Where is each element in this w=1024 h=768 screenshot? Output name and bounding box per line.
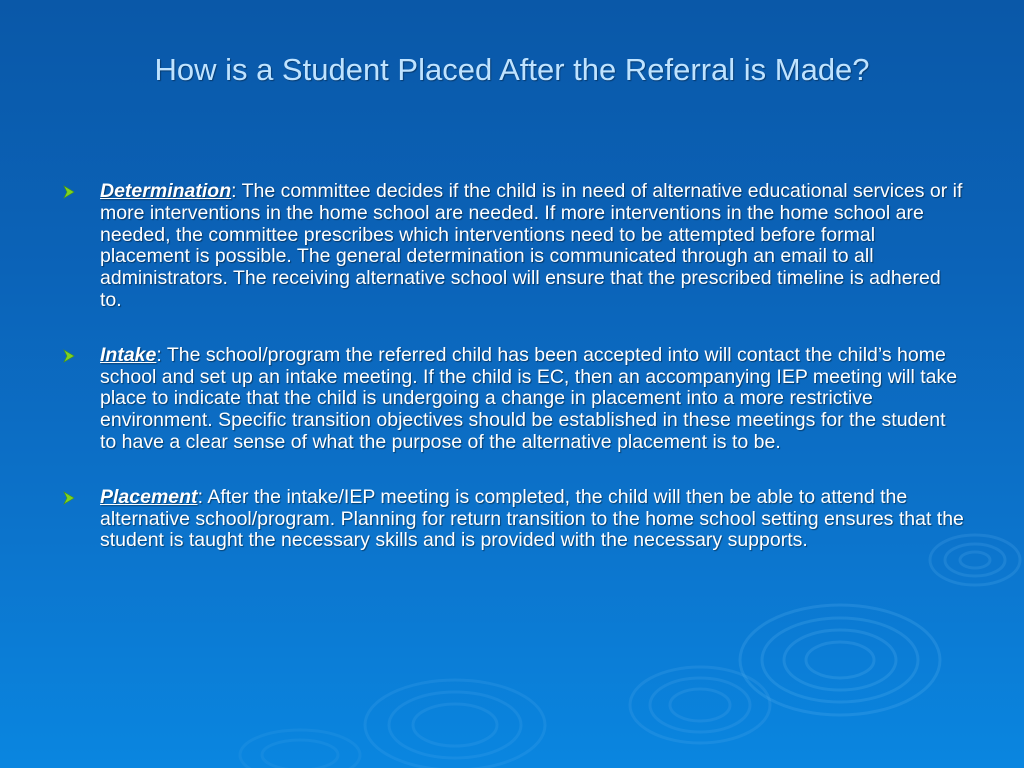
- bullet-term: Intake: [100, 343, 157, 366]
- bullet-list: [62, 181, 967, 585]
- bullet-term: Placement: [100, 485, 198, 508]
- bullet-determination: [62, 181, 967, 312]
- bullet-intake: [62, 345, 967, 454]
- bullet-text: : The committee decides if the child is in need of alternative educational services or if more interventions in the home school are needed. If more interventions in the home school are needed, the committee prescribes which interventions need to be attempted before formal placement is possible. The general determination is communicated through an email to all administrators. The receiving alternative school will ensure that the prescribed timeline is adhered to.: [100, 180, 963, 311]
- arrow-bullet-icon: [62, 491, 76, 505]
- arrow-bullet-icon: [62, 185, 76, 199]
- arrow-bullet-icon: [62, 349, 76, 363]
- bullet-term: Determination: [100, 180, 232, 202]
- slide-title: How is a Student Placed After the Referral is Made?: [154, 52, 870, 87]
- bullet-placement: [62, 487, 967, 552]
- bullet-text: : The school/program the referred child has been accepted into will contact the child’s home school and set up an intake meeting. If the child is EC, then an accompanying IEP meeting will take place to indicate that the child is undergoing a change in placement into a more restrictive environment. Specific transition objectives should be established in these meetings for the student to have a clear sense of what the purpose of the alternative placement is to be.: [100, 343, 958, 453]
- bullet-text: : After the intake/IEP meeting is completed, the child will then be able to attend the alternative school/program. Planning for return transition to the home school setting ensures that the student is taught the necessary skills and is provided with the necessary supports.: [100, 485, 964, 552]
